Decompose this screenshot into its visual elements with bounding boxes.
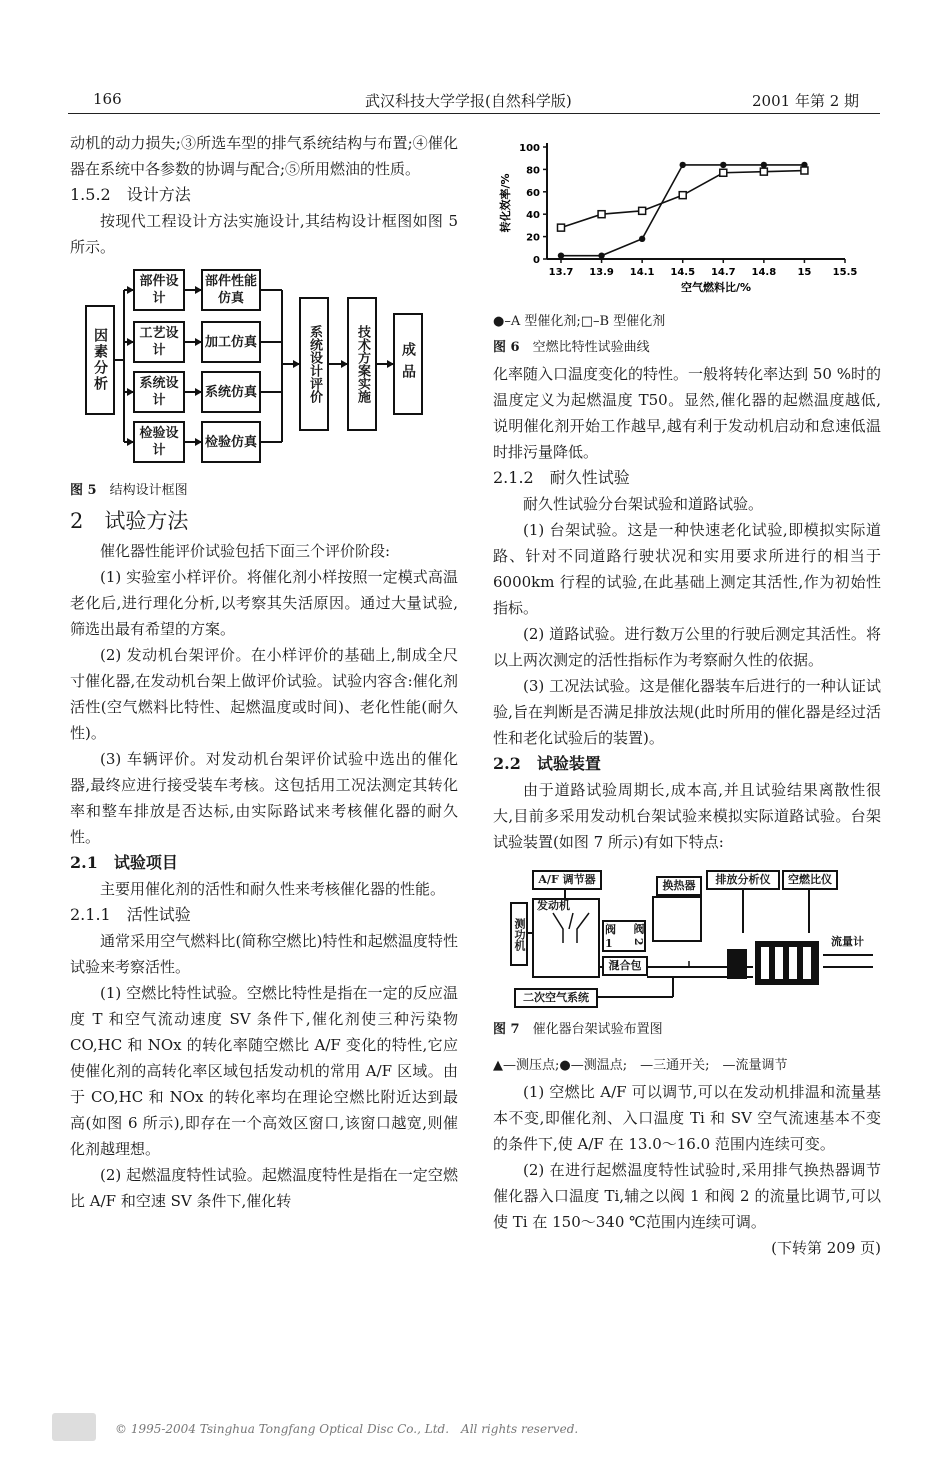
flowmeter-label: 流量计 (831, 935, 864, 948)
data-point-a (761, 162, 767, 168)
continuation-note: (下转第 209 页) (771, 1239, 881, 1257)
emission-analyzer-label: 排放分析仪 (715, 873, 771, 886)
data-point-a (720, 162, 726, 168)
y-tick-label: 80 (526, 165, 540, 177)
data-point-b (801, 167, 808, 174)
paragraph: (2) 起燃温度特性试验。起燃温度特性是指在一定空燃比 A/F 和空速 SV 条件下,催化转 (70, 1166, 458, 1210)
system-sim-box: 系统仿真 (204, 384, 257, 400)
figure-7-legend: ▲—测压点;●—测温点; —三通开关; —流量调节 (493, 1058, 788, 1073)
heat-exchanger-label: 换热器 (662, 879, 696, 892)
section-heading: 1.5.2 设计方法 (70, 185, 191, 204)
paragraph: 由于道路试验周期长,成本高,并且试验结果离散性很大,目前多采用发动机台架试验来模拟实际道路试验。台架试验装置(如图 7 所示)有如下特点: (493, 781, 881, 851)
x-tick-label: 14.5 (670, 267, 696, 278)
figure-7 (493, 863, 881, 1013)
engine-label: 发动机 (537, 899, 570, 912)
x-tick-label: 13.9 (589, 267, 614, 278)
figure-5 (70, 266, 458, 474)
inspection-sim-box: 检验仿真 (204, 434, 257, 450)
x-axis-label: 空气燃料比/% (680, 281, 752, 294)
component-design-box: 部件设计 (139, 274, 179, 306)
paragraph: (3) 车辆评价。对发动机台架评价试验中选出的催化器,最终应进行接受装车考核。这包括用工况法测定其转化率和整车排放是否达标,由实际路试来考核催化器的耐久性。 (70, 750, 458, 846)
y-tick-label: 20 (526, 232, 540, 244)
x-tick-label: 15 (797, 267, 812, 278)
page-number: 166 (93, 90, 122, 108)
data-point-b (720, 169, 727, 176)
header-rule (68, 113, 880, 114)
paragraph: (1) 台架试验。这是一种快速老化试验,即模拟实际道路、针对不同道路行驶状况和实用要求所进行的相当于 6000km 行程的试验,在此基础上测定其活性,作为初始性指标。 (493, 521, 881, 617)
x-tick-label: 14.1 (629, 267, 655, 278)
x-tick-label: 14.7 (710, 267, 736, 278)
y-axis-label: 转化效率/% (499, 173, 512, 233)
valve-2-label: 阀 2 (632, 923, 645, 946)
secondary-air-label: 二次空气系统 (523, 991, 589, 1004)
data-point-a (680, 162, 686, 168)
component-sim-box: 部件性能仿真 (204, 274, 257, 306)
paragraph: 通常采用空气燃料比(简称空燃比)特性和起燃温度特性试验来考察活性。 (70, 932, 458, 976)
inspection-design-box: 检验设计 (139, 426, 179, 458)
publisher-logo (52, 1413, 96, 1441)
x-tick-label: 13.7 (548, 267, 574, 278)
section-heading: 2.1.1 活性试验 (70, 905, 191, 924)
left-column (70, 130, 458, 1214)
process-design-box: 工艺设计 (139, 326, 179, 358)
y-tick-label: 60 (526, 187, 540, 199)
figure-7-caption: 图 7 催化器台架试验布置图 (493, 1022, 663, 1037)
paragraph: 催化器性能评价试验包括下面三个评价阶段: (100, 542, 391, 560)
data-point-a (558, 252, 564, 258)
paragraph: (3) 工况法试验。这是催化器装车后进行的一种认证试验,旨在判断是否满足排放法规(此时所用的催化器是经过活性和老化试验后的装置)。 (493, 677, 881, 747)
data-point-b (679, 192, 686, 199)
data-point-b (760, 168, 767, 175)
journal-title: 武汉科技大学学报(自然科学版) (365, 92, 572, 110)
copyright-footer: © 1995-2004 Tsinghua Tongfang Optical Disc Co., Ltd. All rights reserved. (115, 1422, 579, 1436)
y-tick-label: 0 (533, 255, 540, 266)
data-point-b (639, 207, 646, 214)
figure-6 (493, 135, 881, 295)
paragraph: 按现代工程设计方法实施设计,其结构设计框图如图 5 所示。 (70, 212, 458, 256)
figure-5-caption: 图 5 结构设计框图 (70, 483, 188, 498)
section-heading: 2.1.2 耐久性试验 (493, 468, 630, 487)
y-tick-label: 100 (519, 143, 540, 154)
system-design-box: 系统设计 (139, 376, 179, 408)
y-tick-label: 40 (526, 210, 540, 222)
paragraph: (1) 空燃比特性试验。空燃比特性是指在一定的反应温度 T 和空气流动速度 SV 条件下,催化剂使三种污染物 CO,HC 和 NOx 的转化率随空燃比 A/F 变化的特性,它应使催化剂的高转化率区域包括发动机的常用 A/F 区域。由于 CO,HC 和 NOx 的转化率均在理论空燃比附近达到最高(如图 6 所示),即存在一个高效区窗口,该窗口越宽,则催化剂越理想。 (70, 984, 458, 1158)
right-column (493, 135, 881, 1261)
paragraph: 主要用催化剂的活性和耐久性来考核催化器的性能。 (100, 880, 446, 898)
factor-analysis-box: 因素分析 (92, 328, 108, 392)
section-heading: 2.2 试验装置 (493, 754, 601, 773)
x-tick-label: 14.8 (751, 267, 777, 278)
paragraph: (1) 实验室小样评价。将催化剂小样按照一定模式高温老化后,进行理化分析,以考察其失活原因。通过大量试验,筛选出最有希望的方案。 (70, 568, 458, 638)
paragraph: 化率随入口温度变化的特性。一般将转化率达到 50 %时的温度定义为起燃温度 T50。显然,催化器的起燃温度越低,说明催化剂开始工作越早,越有利于发动机启动和怠速低温时排污量降低。 (493, 365, 881, 461)
dynamometer-label: 测功机 (513, 917, 526, 951)
section-heading: 2.1 试验项目 (70, 853, 178, 872)
system-eval-box: 系统设计评价 (307, 325, 322, 403)
paragraph: (2) 发动机台架评价。在小样评价的基础上,制成全尺寸催化器,在发动机台架上做评价试验。试验内容含:催化剂活性(空气燃料比特性、起燃温度或时间)、老化性能(耐久性)。 (70, 646, 458, 742)
data-point-b (558, 224, 565, 231)
afr-meter-label: 空燃比仪 (788, 873, 832, 886)
figure-6-chart (493, 135, 881, 295)
data-point-a (639, 236, 645, 242)
data-point-a (598, 252, 604, 258)
paragraph: (2) 道路试验。进行数万公里的行驶后测定其活性。将以上两次测定的活性指标作为考察耐久性的依据。 (493, 625, 881, 669)
valve-1-label: 阀 1 (605, 923, 616, 950)
section-title: 2 试验方法 (70, 509, 189, 533)
figure-6-caption: 图 6 空燃比特性试验曲线 (493, 340, 650, 355)
data-point-b (598, 211, 605, 218)
product-box: 成品 (400, 342, 416, 386)
figure-6-legend: ●–A 型催化剂;□–B 型催化剂 (493, 314, 666, 329)
issue-label: 2001 年第 2 期 (752, 92, 860, 110)
tech-plan-box: 技术方案实施 (355, 325, 370, 403)
paragraph: 耐久性试验分台架试验和道路试验。 (523, 495, 764, 513)
x-tick-label: 15.5 (832, 267, 858, 278)
paragraph: (1) 空燃比 A/F 可以调节,可以在发动机排温和流量基本不变,即催化剂、入口温度 Ti 和 SV 空气流速基本不变的条件下,使 A/F 在 13.0～16.0 范围内连续可变。 (493, 1083, 881, 1153)
process-sim-box: 加工仿真 (204, 334, 257, 350)
paragraph: 动机的动力损失;③所选车型的排气系统结构与布置;④催化器在系统中各参数的协调与配合;⑤所用燃油的性质。 (70, 134, 458, 178)
paragraph: (2) 在进行起燃温度特性试验时,采用排气换热器调节催化器入口温度 Ti,辅之以阀 1 和阀 2 的流量比调节,可以使 Ti 在 150～340 ℃范围内连续可调。 (下转第 209 页) (493, 1157, 881, 1235)
mixer-label: 混合包 (608, 959, 642, 972)
af-regulator-label: A/F 调节器 (538, 873, 596, 886)
